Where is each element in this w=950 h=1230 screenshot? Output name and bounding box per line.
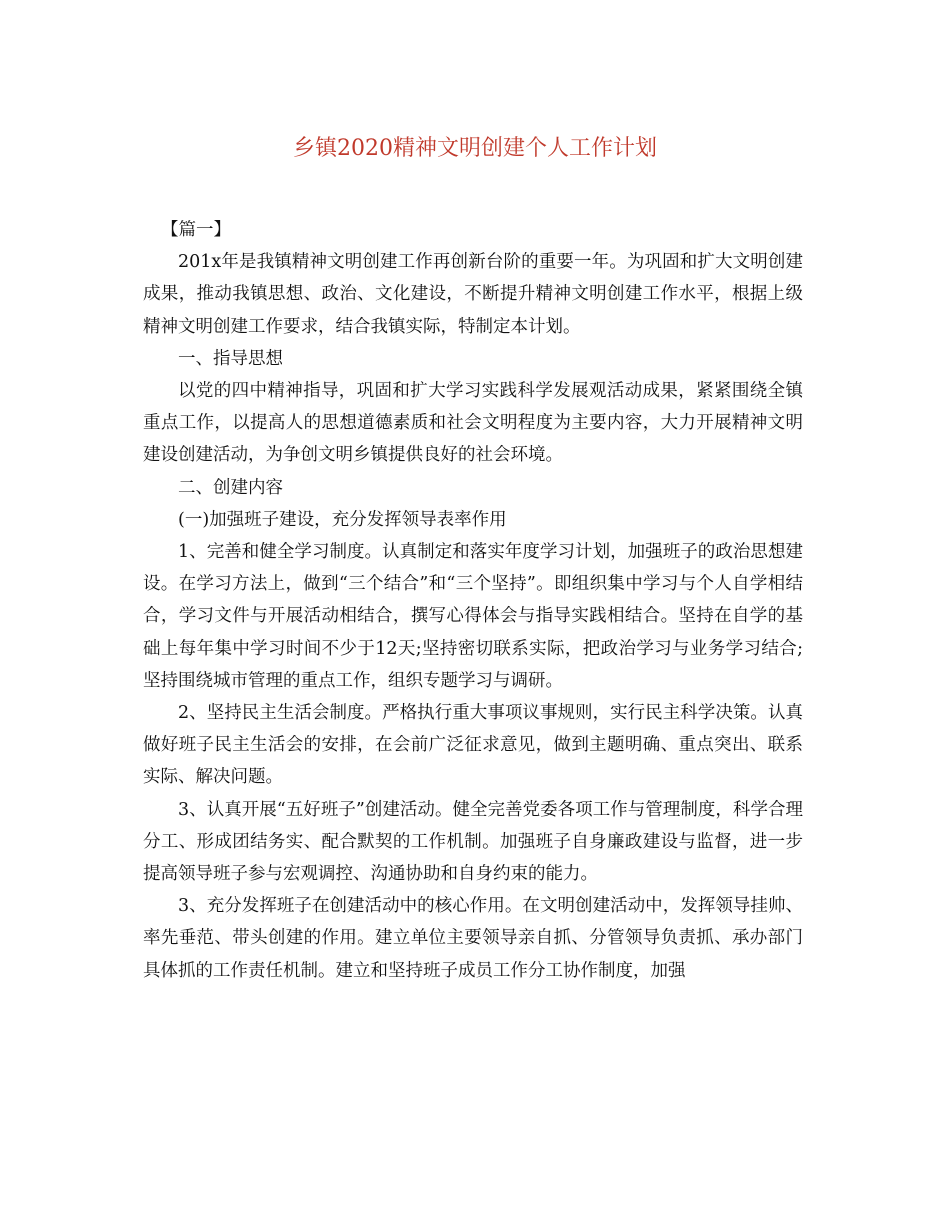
document-body	[143, 214, 803, 987]
document-title: 乡镇2020精神文明创建个人工作计划	[293, 136, 657, 161]
item-core-role: 3、充分发挥班子在创建活动中的核心作用。在文明创建活动中，发挥领导挂帅、率先垂范、带头创建的作用。建立单位主要领导亲自抓、分管领导负责抓、承办部门具体抓的工作责任机制。建立和坚持班子成员工作分工协作制度，加强	[143, 896, 803, 981]
subheading-leadership: (一)加强班子建设，充分发挥领导表率作用	[178, 509, 507, 530]
guiding-ideology-paragraph: 以党的四中精神指导，巩固和扩大学习实践科学发展观活动成果，紧紧围绕全镇重点工作，以提高人的思想道德素质和社会文明程度为主要内容，大力开展精神文明建设创建活动，为争创文明乡镇提供良好的社会环境。	[143, 381, 803, 466]
item-study-system: 1、完善和健全学习制度。认真制定和落实年度学习计划，加强班子的政治思想建设。在学习方法上，做到“三个结合”和“三个坚持”。即组织集中学习与个人自学相结合，学习文件与开展活动相结合，撰写心得体会与指导实践相结合。坚持在自学的基础上每年集中学习时间不少于12天;坚持密切联系实际，把政治学习与业务学习结合;坚持围绕城市管理的重点工作，组织专题学习与调研。	[143, 542, 803, 691]
heading-guiding-ideology: 一、指导思想	[178, 348, 283, 369]
section-marker: 【篇一】	[161, 220, 231, 240]
item-five-good-team: 3、认真开展“五好班子”创建活动。健全完善党委各项工作与管理制度，科学合理分工、形成团结务实、配合默契的工作机制。加强班子自身廉政建设与监督，进一步提高领导班子参与宏观调控、沟通协助和自身约束的能力。	[143, 799, 803, 885]
intro-paragraph: 201x年是我镇精神文明创建工作再创新台阶的重要一年。为巩固和扩大文明创建成果，推动我镇思想、政治、文化建设，不断提升精神文明创建工作水平，根据上级精神文明创建工作要求，结合我镇实际，特制定本计划。	[143, 252, 803, 337]
heading-creation-content: 二、创建内容	[178, 477, 283, 498]
item-democratic-life: 2、坚持民主生活会制度。严格执行重大事项议事规则，实行民主科学决策。认真做好班子民主生活会的安排，在会前广泛征求意见，做到主题明确、重点突出、联系实际、解决问题。	[143, 703, 803, 788]
